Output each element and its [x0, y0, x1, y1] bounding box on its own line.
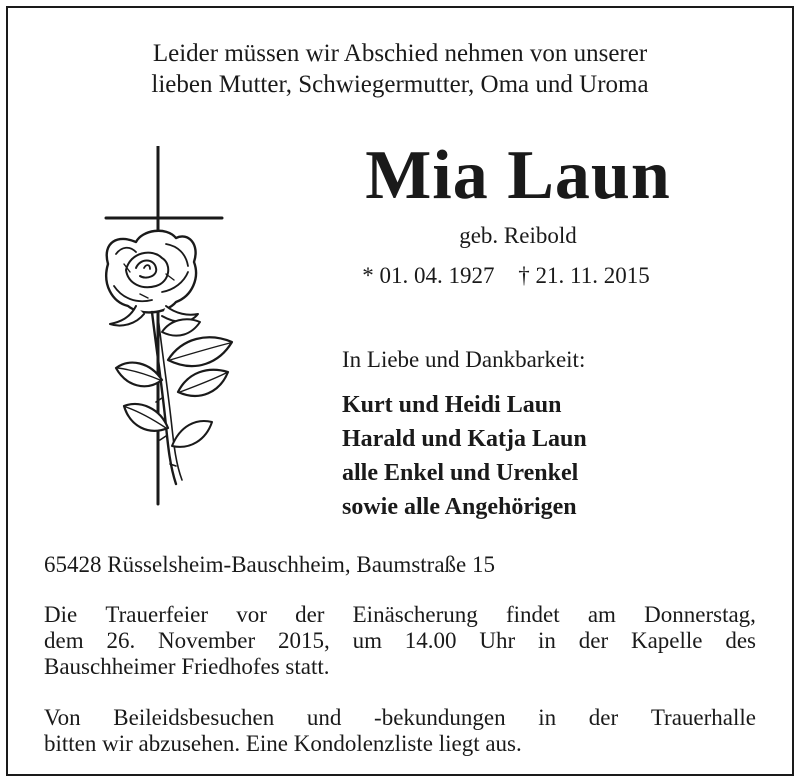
word: um	[352, 628, 382, 653]
word: -bekundungen	[374, 705, 506, 730]
word: dem	[44, 628, 84, 653]
signers-list	[342, 388, 587, 524]
word: Beileidsbesuchen	[113, 705, 275, 730]
word: Einäscherung	[352, 602, 478, 627]
word: Uhr	[479, 628, 516, 653]
signer: Kurt und Heidi Laun	[342, 392, 562, 418]
word: November	[158, 628, 256, 653]
intro-text	[8, 38, 792, 100]
word: Trauerhalle	[650, 705, 756, 730]
word: findet	[506, 602, 560, 627]
word: der	[578, 628, 609, 653]
birth-date: * 01. 04. 1927	[362, 263, 495, 288]
deceased-name: Mia Laun	[365, 137, 671, 214]
condolence-line-2: bitten wir abzusehen. Eine Kondolenzliste liegt aus.	[44, 731, 522, 756]
word: in	[538, 628, 556, 653]
word: Von	[44, 705, 81, 730]
cross-rose-icon	[96, 146, 246, 516]
word: 14.00	[404, 628, 457, 653]
word: Trauerfeier	[105, 602, 209, 627]
ceremony-line-2	[44, 628, 756, 654]
maiden-name: geb. Reibold	[459, 223, 577, 248]
intro-line-2: lieben Mutter, Schwiegermutter, Oma und Uroma	[151, 71, 649, 98]
signer: Harald und Katja Laun	[342, 426, 587, 452]
word: 2015,	[277, 628, 330, 653]
word: am	[587, 602, 616, 627]
signer: alle Enkel und Urenkel	[342, 460, 579, 486]
intro-line-1: Leider müssen wir Abschied nehmen von unserer	[152, 40, 648, 67]
word: und	[306, 705, 342, 730]
word: 26.	[106, 628, 136, 653]
word: Kapelle	[630, 628, 703, 653]
word: der	[295, 602, 325, 627]
word: der	[588, 705, 619, 730]
word: Donnerstag,	[644, 602, 756, 627]
word: des	[725, 628, 756, 653]
death-date: † 21. 11. 2015	[518, 263, 650, 288]
signer: sowie alle Angehörigen	[342, 494, 577, 520]
address: 65428 Rüsselsheim-Bauschheim, Baumstraße 15	[44, 552, 495, 577]
word: vor	[236, 602, 267, 627]
obituary-frame	[6, 6, 794, 776]
condolence-paragraph	[44, 705, 756, 757]
word: in	[538, 705, 557, 730]
thanks-line: In Liebe und Dankbarkeit:	[342, 347, 586, 372]
condolence-line-1	[44, 705, 756, 731]
ceremony-paragraph	[44, 602, 756, 680]
ceremony-line-1	[44, 602, 756, 628]
word: Die	[44, 602, 78, 627]
ceremony-line-3: Bauschheimer Friedhofes statt.	[44, 654, 330, 679]
life-dates	[326, 262, 686, 290]
